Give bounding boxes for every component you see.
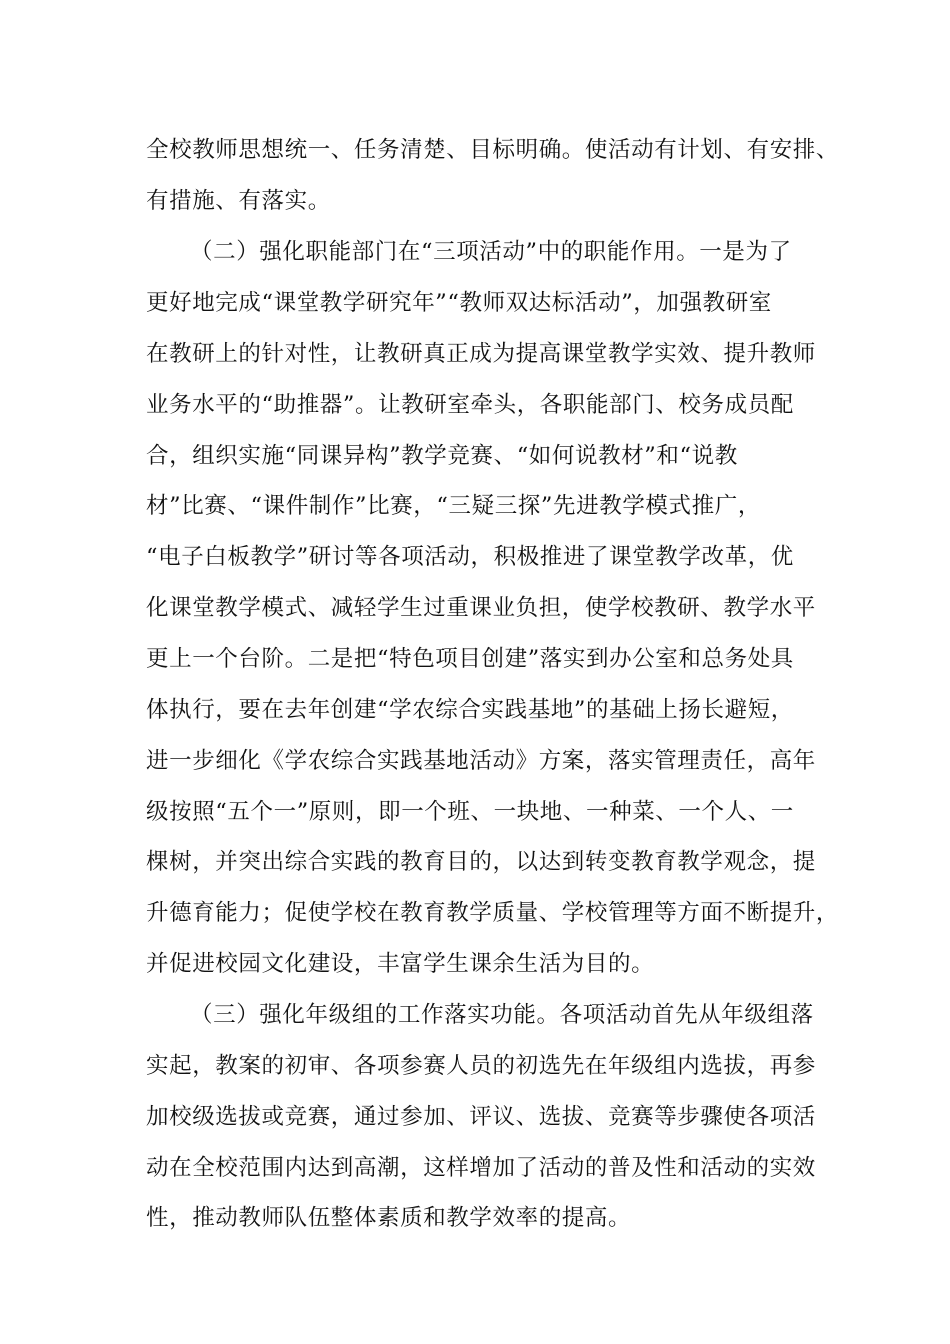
text-line: 实起，教案的初审、各项参赛人员的初选先在年级组内选拔，再参 — [146, 1053, 816, 1079]
text-line: 进一步细化《学农综合实践基地活动》方案，落实管理责任，高年 — [146, 748, 816, 774]
text-line: 棵树，并突出综合实践的教育目的，以达到转变教育教学观念，提 — [146, 849, 816, 875]
text-line: 动在全校范围内达到高潮，这样增加了活动的普及性和活动的实效 — [146, 1155, 816, 1181]
text-line: “电子白板教学”研讨等各项活动，积极推进了课堂教学改革，优 — [146, 544, 794, 570]
text-line: 性，推动教师队伍整体素质和教学效率的提高。 — [146, 1205, 632, 1231]
text-line: 级按照“五个一”原则，即一个班、一块地、一种菜、一个人、一 — [146, 799, 794, 825]
text-line: 有措施、有落实。 — [146, 188, 331, 214]
paragraph-heading-3: （三）强化年级组的工作落实功能。各项活动首先从年级组落 — [190, 1002, 814, 1028]
text-line: 业务水平的“助推器”。让教研室牵头，各职能部门、校务成员配 — [146, 392, 794, 418]
text-line: 并促进校园文化建设，丰富学生课余生活为目的。 — [146, 951, 655, 977]
paragraph-heading-2: （二）强化职能部门在“三项活动”中的职能作用。一是为了 — [190, 239, 792, 265]
text-line: 加校级选拔或竞赛，通过参加、评议、选拔、竞赛等步骤使各项活 — [146, 1104, 816, 1130]
text-line: 在教研上的针对性，让教研真正成为提高课堂教学实效、提升教师 — [146, 341, 816, 367]
text-line: 更好地完成“课堂教学研究年”“教师双达标活动”，加强教研室 — [146, 290, 772, 316]
text-line: 化课堂教学模式、减轻学生过重课业负担，使学校教研、教学水平 — [146, 595, 816, 621]
text-line: 体执行，要在去年创建“学农综合实践基地”的基础上扬长避短， — [146, 697, 794, 723]
text-line: 更上一个台阶。二是把“特色项目创建”落实到办公室和总务处具 — [146, 646, 794, 672]
text-line: 材”比赛、“课件制作”比赛，“三疑三探”先进教学模式推广， — [146, 493, 761, 519]
text-line: 全校教师思想统一、任务清楚、目标明确。使活动有计划、有安排、 — [146, 137, 840, 163]
text-line: 合，组织实施“同课异构”教学竞赛、“如何说教材”和“说教 — [146, 443, 738, 469]
text-line: 升德育能力；促使学校在教育教学质量、学校管理等方面不断提升， — [146, 900, 840, 926]
